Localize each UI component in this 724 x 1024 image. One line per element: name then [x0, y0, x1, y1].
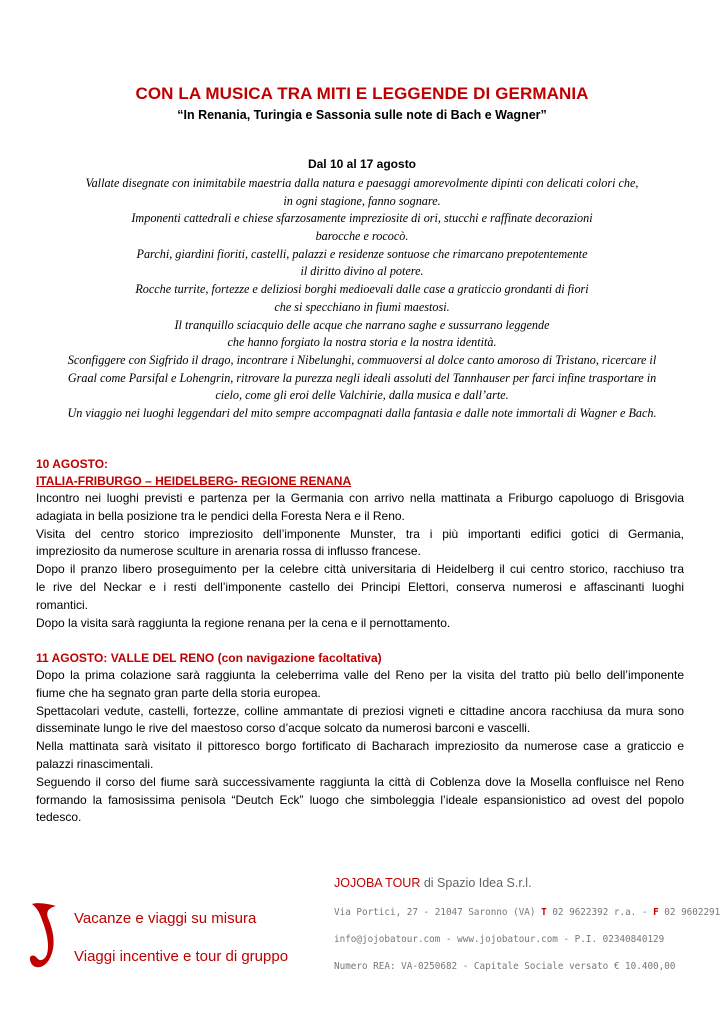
intro-paragraph	[20, 175, 704, 423]
intro-line: Imponenti cattedrali e chiese sfarzosamente impreziosite di ori, stucchi e raffinate decorazioni	[131, 211, 593, 226]
intro-line: Un viaggio nei luoghi leggendari del mito sempre accompagnati dalla fantasia e dalle note immortali di Wagner e Bach.	[67, 405, 657, 420]
phone-label: T	[541, 907, 547, 918]
day2-heading: 11 AGOSTO: VALLE DEL RENO (con navigazione facoltativa)	[36, 651, 382, 665]
intro-line: Sconfiggere con Sigfrido il drago, incontrare i Nibelunghi, commuoversi al dolce canto amoroso di Tristano, ricercare il	[67, 352, 657, 367]
intro-line: Rocche turrite, fortezze e deliziosi borghi medioevali dalle case a graticcio grondanti di fiori	[135, 282, 589, 297]
intro-line: cielo, come gli eroi delle Valchirie, dalla musica e dall’arte.	[215, 388, 509, 403]
day2-line: Seguendo il corso del fiume sarà successivamente raggiunta la città di Coblenza dove la Mosella confluisce nel Reno	[36, 774, 684, 789]
day2-line: formando la famosissima penisola “Deutch Eck” luogo che simboleggia l’ideale espansionistico ad ovest del popolo	[36, 792, 684, 807]
intro-line: che si specchiano in fiumi maestosi.	[274, 299, 450, 314]
day1-line: le rive del Neckar e i resti dell’imponente castello dei Principi Elettori, conserva numerosi e affascinanti luoghi	[36, 579, 684, 594]
slogan-custom-trips: Vacanze e viaggi su misura	[74, 910, 257, 927]
day2-line: palazzi rinascimentali.	[36, 756, 154, 771]
intro-line: Il tranquillo sciacquio delle acque che narrano saghe e sussurrano leggende	[174, 317, 550, 332]
intro-line: in ogni stagione, fanno sognare.	[283, 193, 441, 208]
day2-line: fiume che ha segnato gran parte della storia europea.	[36, 685, 321, 700]
day1-line: Dopo la visita sarà raggiunta la regione renana per la cena e il pernottamento.	[36, 615, 451, 630]
company-address	[334, 907, 720, 918]
phone-number: 02 9622392 r.a. -	[546, 907, 654, 918]
day1-date: 10 AGOSTO:	[36, 457, 109, 471]
page-subtitle: “In Renania, Turingia e Sassonia sulle note di Bach e Wagner”	[177, 108, 547, 122]
intro-line: che hanno forgiato la nostra storia e la nostra identità.	[227, 335, 497, 350]
day1-line: Dopo il pranzo libero proseguimento per la celebre città universitaria di Heidelberg il cui centro storico, racchiuso tra	[36, 562, 684, 577]
address-text: Via Portici, 27 - 21047 Saronno (VA)	[334, 907, 542, 918]
intro-line: il diritto divino al potere.	[300, 264, 424, 279]
company-registry: Numero REA: VA-0250682 - Capitale Sociale versato € 10.400,00	[334, 961, 676, 972]
day2-line: Dopo la prima colazione sarà raggiunta la celeberrima valle del Reno per la visita del tratto più bello dell’imponente	[36, 668, 684, 682]
day1-route: ITALIA-FRIBURGO – HEIDELBERG- REGIONE RENANA	[36, 474, 352, 488]
day2-line: tedesco.	[36, 810, 82, 825]
day1-line: impreziosito da numerose sculture in arenaria rossa di influsso francese.	[36, 544, 421, 559]
day1-line: adagiata in bella posizione tra le pendici della Foresta Nera e il Reno.	[36, 508, 405, 523]
company-suffix: di Spazio Idea S.r.l.	[420, 876, 532, 890]
fax-label: F	[653, 907, 659, 918]
intro-line: Parchi, giardini fioriti, castelli, palazzi e residenze sontuose che rimarcano prepotentemente	[136, 246, 588, 261]
day2-line: Spettacolari vedute, castelli, fortezze, colline ammantate di preziosi vigneti e cittadine ancora racchiusa da mura sono	[36, 703, 684, 718]
brand-name: JOJOBA TOUR	[334, 876, 421, 890]
company-name	[334, 876, 532, 890]
trip-dates: Dal 10 al 17 agosto	[307, 157, 417, 171]
intro-line: Vallate disegnate con inimitabile maestria dalla natura e paesaggi amorevolmente dipinti con delicati colori che,	[85, 176, 639, 190]
day1-line: Visita del centro storico impreziosito dell’imponente Munster, tra i più importanti edifici gotici di Germania,	[36, 526, 684, 541]
intro-line: Graal come Parsifal e Lohengrin, ritrovare la purezza negli ideali assoluti del Tannhauser per farci infine trasportare in	[67, 370, 657, 385]
page-title: CON LA MUSICA TRA MITI E LEGGENDE DI GERMANIA	[135, 84, 589, 103]
day1-section	[36, 456, 684, 632]
day2-section	[36, 650, 684, 827]
jojoba-logo-icon	[26, 900, 68, 972]
fax-number: 02 9602291	[658, 907, 721, 918]
slogan-group-tours: Viaggi incentive e tour di gruppo	[74, 948, 289, 965]
day1-line: romantici.	[36, 597, 89, 612]
company-contacts: info@jojobatour.com - www.jojobatour.com - P.I. 02340840129	[334, 934, 665, 945]
intro-line: barocche e rococò.	[315, 229, 409, 244]
day1-line: Incontro nei luoghi previsti e partenza per la Germania con arrivo nella mattinata a Friburgo capoluogo di Brisgovia	[36, 491, 684, 505]
day2-line: disseminate lungo le rive del maestoso corso d’acque solcato da numerosi barconi e vascelli.	[36, 721, 531, 736]
day2-line: Nella mattinata sarà visitato il pittoresco borgo fortificato di Bacharach impreziosito da numerose case a graticcio e	[36, 739, 684, 754]
